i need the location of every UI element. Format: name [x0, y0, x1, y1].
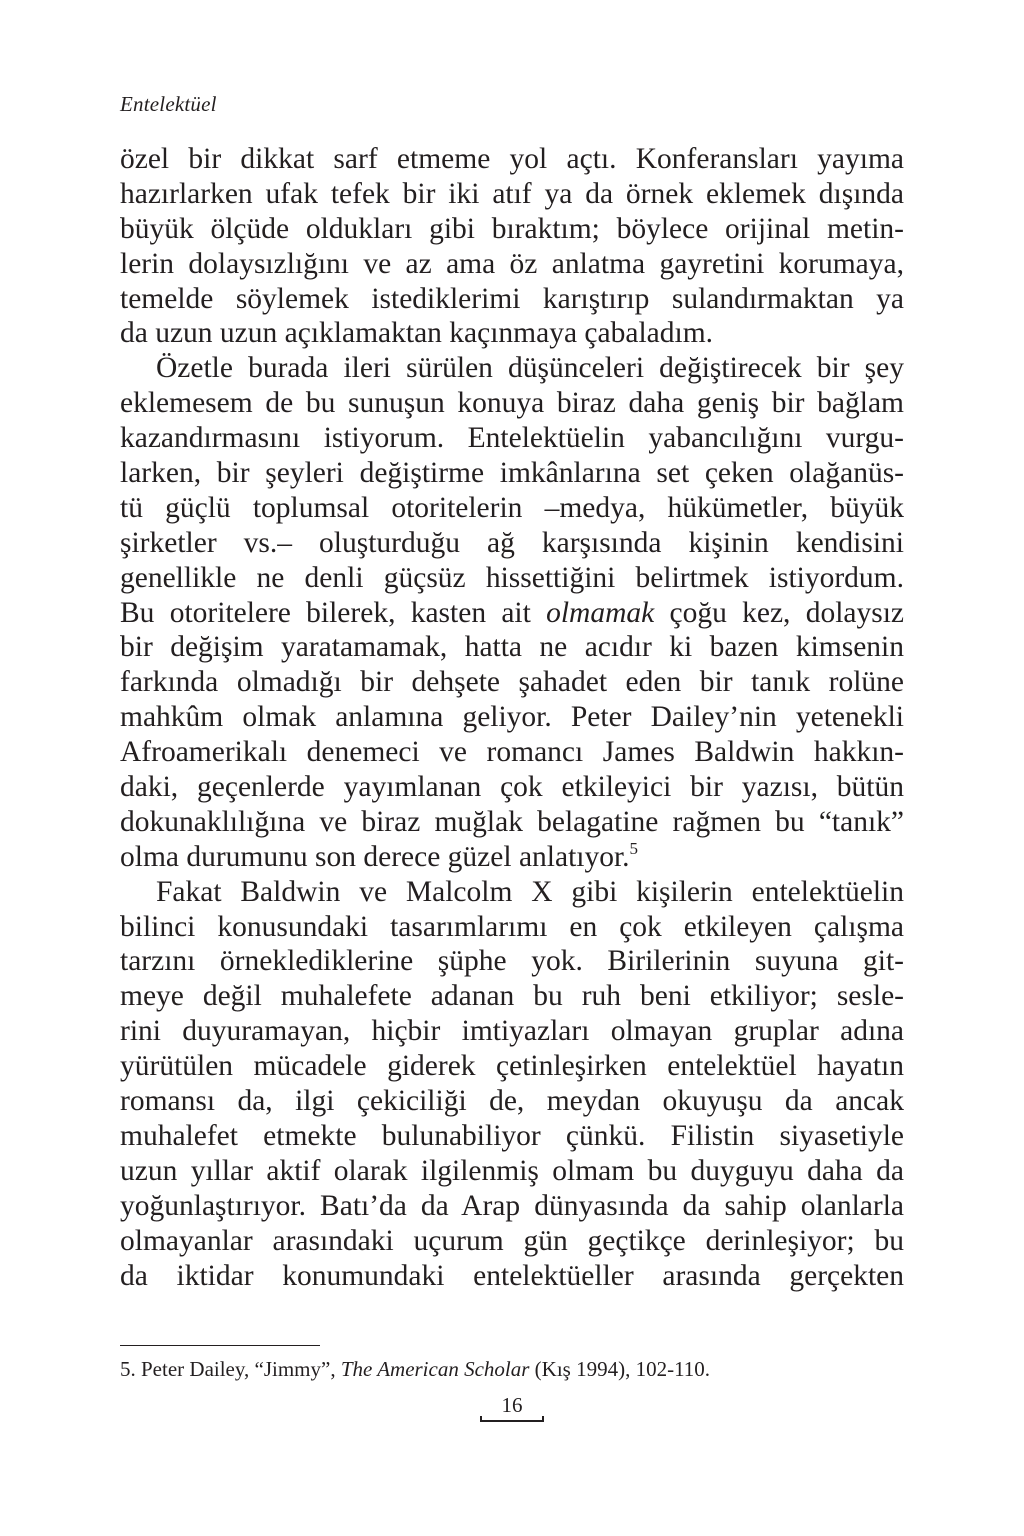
running-header: Entelektüel — [120, 92, 217, 116]
text-line: meye değil muhalefete adanan bu ruh beni etkiliyor; sesle- — [120, 980, 904, 1013]
text-line: Özetle burada ileri sürülen düşünceleri değiştirecek bir şey — [156, 352, 904, 385]
text-line: da uzun uzun açıklamaktan kaçınmaya çabaladım. — [120, 317, 714, 350]
text-line: rini duyuramayan, hiçbir imtiyazları olmayan gruplar adına — [120, 1015, 904, 1048]
text-line: kazandırmasını istiyorum. Entelektüelin yabancılığını vurgu- — [120, 422, 904, 455]
page-number: 16 — [501, 1393, 523, 1417]
text-line: da iktidar konumundaki entelektüeller arasında gerçekten — [120, 1259, 904, 1292]
text-line: Afroamerikalı denemeci ve romancı James Baldwin hakkın- — [120, 736, 904, 769]
text-line: daki, geçenlerde yayımlanan çok etkileyici bir yazısı, bütün — [120, 771, 904, 804]
text-line: lerin dolaysızlığını ve az ama öz anlatma gayretini korumaya, — [120, 247, 904, 280]
footnote-reference[interactable]: 5 — [629, 838, 639, 858]
page-number-block — [480, 1392, 544, 1422]
footnote-divider — [120, 1345, 320, 1346]
footnote-source-title: The American Scholar — [340, 1357, 530, 1381]
text-line: bilinci konusundaki tasarımlarımı en çok etkileyen çalışma — [120, 910, 904, 943]
footnote: 5. Peter Dailey, “Jimmy”, The American Scholar (Kış 1994), 102-110. — [120, 1357, 711, 1381]
text-line: olmayanlar arasındaki uçurum gün geçtikçe derinleşiyor; bu — [120, 1224, 904, 1257]
text-line: eklemesem de bu sunuşun konuya biraz daha geniş bir bağlam — [120, 387, 904, 420]
body-text — [120, 142, 904, 1293]
text-line: tü güçlü toplumsal otoritelerin –medya, hükümetler, büyük — [120, 491, 904, 524]
text-line: muhalefet etmekte bulunabiliyor çünkü. Filistin siyasetiyle — [120, 1119, 904, 1152]
text-line: mahkûm olmak anlamına geliyor. Peter Dailey’nin yetenekli — [120, 701, 904, 734]
text-line: dokunaklılığına ve biraz muğlak belagatine rağmen bu “tanık” — [120, 805, 904, 838]
text-line: tarzını örneklediklerine şüphe yok. Birilerinin suyuna git- — [120, 945, 904, 978]
page-number-bracket — [480, 1416, 544, 1422]
text-line: farkında olmadığı bir dehşete şahadet eden bir tanık rolüne — [120, 666, 904, 699]
text-line: romansı da, ilgi çekiciliği de, meydan okuyuşu da ancak — [120, 1085, 904, 1118]
text-line: bir değişim yaratamamak, hatta ne acıdır ki bazen kimsenin — [120, 631, 904, 664]
text-line: hazırlarken ufak tefek bir iki atıf ya da örnek eklemek dışında — [120, 177, 904, 210]
text-line: yoğunlaştırıyor. Batı’da da Arap dünyasında da sahip olanlarla — [120, 1189, 904, 1222]
text-line: özel bir dikkat sarf etmeme yol açtı. Konferansları yayıma — [120, 143, 904, 175]
text-line: genellikle ne denli güçsüz hissettiğini belirtmek istiyordum. — [120, 561, 904, 594]
text-line: büyük ölçüde oldukları gibi bıraktım; böylece orijinal metin- — [120, 212, 904, 245]
text-line: uzun yıllar aktif olarak ilgilenmiş olmam bu duyguyu daha da — [120, 1154, 904, 1187]
text-line: yürütülen mücadele giderek çetinleşirken entelektüel hayatın — [120, 1050, 904, 1083]
text-line: larken, bir şeyleri değiştirme imkânlarına set çeken olağanüs- — [120, 457, 904, 490]
text-line: olma durumunu son derece güzel anlatıyor.$^5$ — [120, 838, 639, 873]
text-line: temelde söylemek istediklerimi karıştırıp sulandırmaktan ya — [120, 282, 904, 315]
text-line: Fakat Baldwin ve Malcolm X gibi kişilerin entelektüelin — [156, 875, 904, 908]
emphasis: olmamak — [546, 596, 655, 629]
text-line: şirketler vs.– oluşturduğu ağ karşısında kişinin kendisini — [120, 526, 904, 559]
text-line: Bu otoritelere bilerek, kasten ait olmamak çoğu kez, dolaysız — [120, 596, 905, 629]
